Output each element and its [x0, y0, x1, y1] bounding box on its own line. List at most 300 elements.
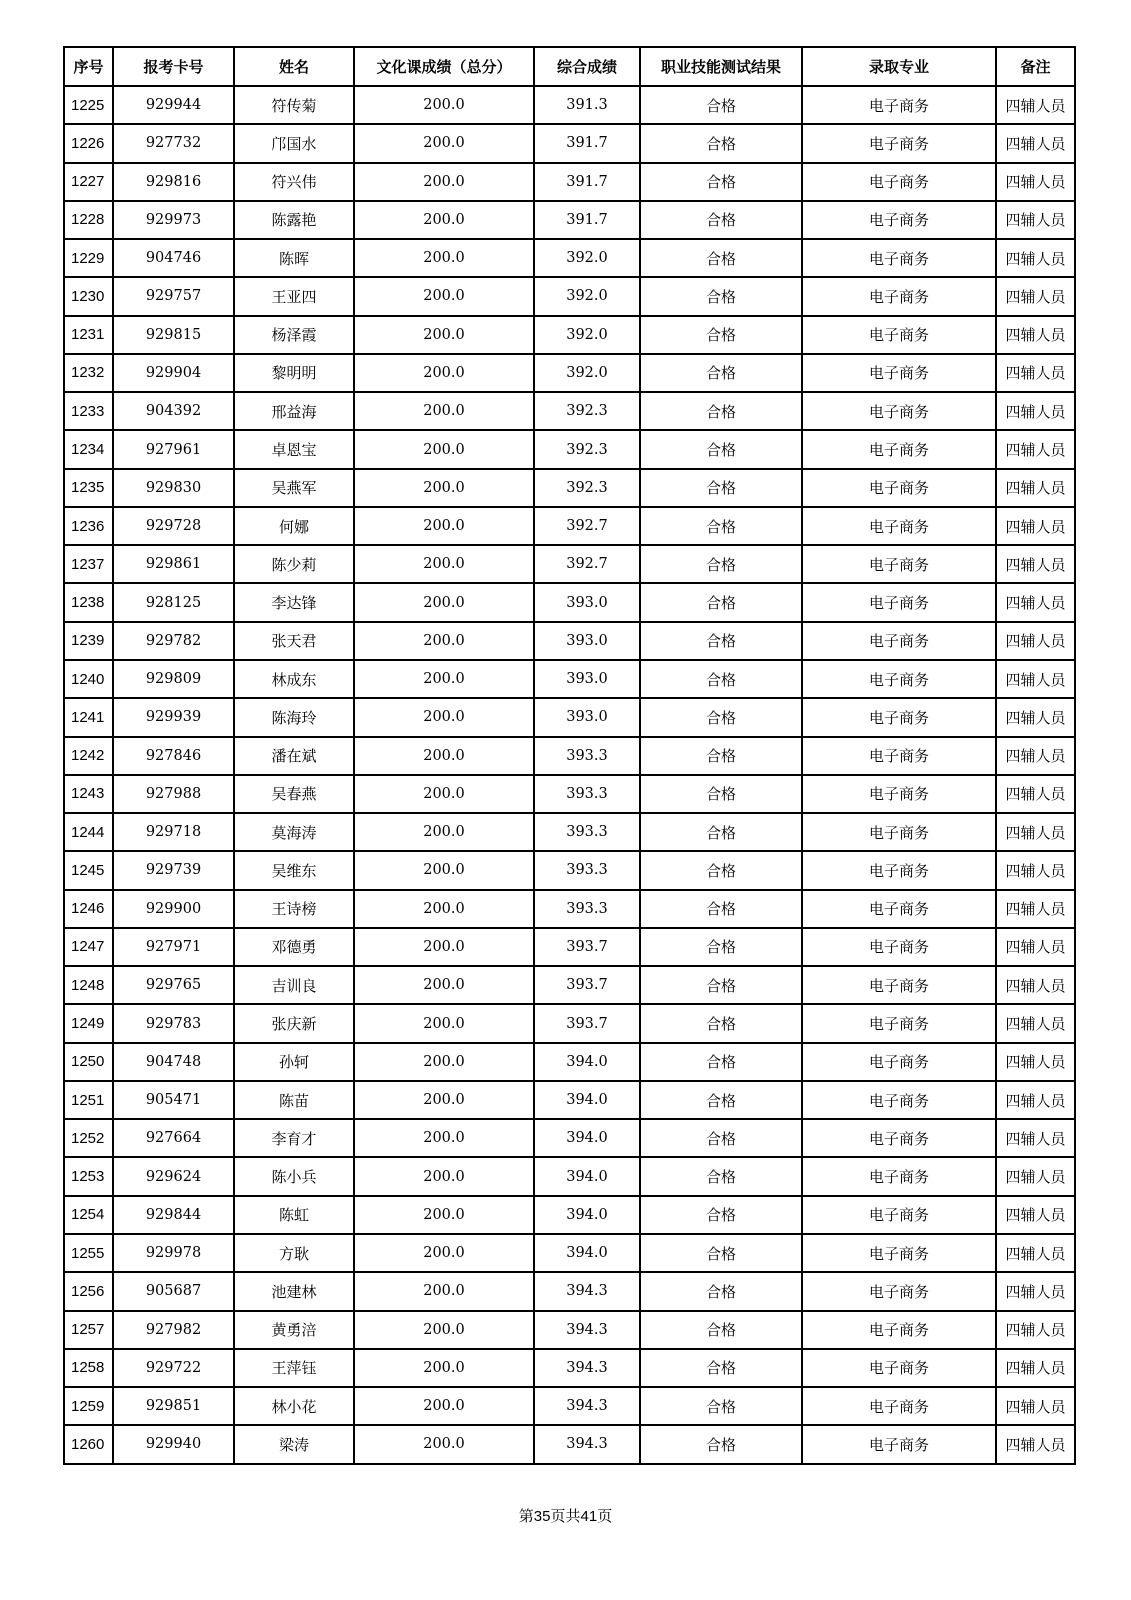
cell-seq: 1257 — [64, 1311, 113, 1349]
cell-total-score: 394.0 — [534, 1119, 640, 1157]
cell-culture-score: 200.0 — [354, 737, 534, 775]
cell-remark: 四辅人员 — [996, 1119, 1075, 1157]
cell-card-no: 929973 — [113, 201, 234, 239]
cell-seq: 1237 — [64, 545, 113, 583]
table-row — [64, 583, 1075, 621]
cell-total-score: 393.7 — [534, 966, 640, 1004]
table-row — [64, 1311, 1075, 1349]
cell-skill-test: 合格 — [640, 1043, 802, 1081]
cell-skill-test: 合格 — [640, 507, 802, 545]
table-row — [64, 928, 1075, 966]
cell-major: 电子商务 — [802, 737, 996, 775]
footer-prefix: 第 — [518, 1507, 534, 1525]
header-seq: 序号 — [64, 47, 113, 86]
cell-seq: 1250 — [64, 1043, 113, 1081]
cell-seq: 1249 — [64, 1004, 113, 1042]
cell-major: 电子商务 — [802, 1234, 996, 1272]
cell-card-no: 929861 — [113, 545, 234, 583]
cell-culture-score: 200.0 — [354, 966, 534, 1004]
cell-total-score: 392.0 — [534, 316, 640, 354]
cell-remark: 四辅人员 — [996, 851, 1075, 889]
cell-culture-score: 200.0 — [354, 354, 534, 392]
cell-total-score: 393.0 — [534, 660, 640, 698]
cell-name: 李育才 — [234, 1119, 354, 1157]
cell-culture-score: 200.0 — [354, 163, 534, 201]
cell-major: 电子商务 — [802, 354, 996, 392]
cell-seq: 1239 — [64, 622, 113, 660]
cell-culture-score: 200.0 — [354, 1081, 534, 1119]
cell-total-score: 394.3 — [534, 1311, 640, 1349]
header-name: 姓名 — [234, 47, 354, 86]
cell-culture-score: 200.0 — [354, 1119, 534, 1157]
cell-seq: 1235 — [64, 469, 113, 507]
cell-remark: 四辅人员 — [996, 277, 1075, 315]
cell-remark: 四辅人员 — [996, 698, 1075, 736]
cell-name: 池建林 — [234, 1272, 354, 1310]
cell-seq: 1251 — [64, 1081, 113, 1119]
cell-name: 莫海涛 — [234, 813, 354, 851]
table-row — [64, 1081, 1075, 1119]
cell-seq: 1255 — [64, 1234, 113, 1272]
table-row — [64, 1119, 1075, 1157]
cell-card-no: 905687 — [113, 1272, 234, 1310]
cell-total-score: 394.3 — [534, 1425, 640, 1463]
table-row — [64, 698, 1075, 736]
cell-remark: 四辅人员 — [996, 545, 1075, 583]
cell-total-score: 392.3 — [534, 469, 640, 507]
cell-total-score: 393.3 — [534, 813, 640, 851]
cell-remark: 四辅人员 — [996, 469, 1075, 507]
cell-card-no: 929722 — [113, 1349, 234, 1387]
cell-card-no: 929718 — [113, 813, 234, 851]
cell-total-score: 394.3 — [534, 1272, 640, 1310]
cell-card-no: 905471 — [113, 1081, 234, 1119]
cell-major: 电子商务 — [802, 775, 996, 813]
cell-total-score: 394.0 — [534, 1196, 640, 1234]
header-skill-test: 职业技能测试结果 — [640, 47, 802, 86]
cell-major: 电子商务 — [802, 928, 996, 966]
cell-skill-test: 合格 — [640, 583, 802, 621]
footer-middle: 页共 — [550, 1507, 581, 1525]
cell-major: 电子商务 — [802, 1349, 996, 1387]
cell-total-score: 394.3 — [534, 1387, 640, 1425]
table-row — [64, 507, 1075, 545]
cell-major: 电子商务 — [802, 1425, 996, 1463]
cell-seq: 1242 — [64, 737, 113, 775]
cell-name: 林小花 — [234, 1387, 354, 1425]
cell-card-no: 929739 — [113, 851, 234, 889]
cell-name: 吴燕军 — [234, 469, 354, 507]
cell-remark: 四辅人员 — [996, 1349, 1075, 1387]
cell-skill-test: 合格 — [640, 1196, 802, 1234]
table-row — [64, 1272, 1075, 1310]
cell-remark: 四辅人员 — [996, 1272, 1075, 1310]
cell-card-no: 904392 — [113, 392, 234, 430]
cell-total-score: 393.3 — [534, 851, 640, 889]
cell-skill-test: 合格 — [640, 1157, 802, 1195]
table-row — [64, 660, 1075, 698]
table-row — [64, 622, 1075, 660]
cell-skill-test: 合格 — [640, 813, 802, 851]
footer-current-page: 35 — [533, 1508, 551, 1525]
cell-total-score: 392.0 — [534, 239, 640, 277]
cell-seq: 1243 — [64, 775, 113, 813]
cell-card-no: 927982 — [113, 1311, 234, 1349]
cell-total-score: 392.0 — [534, 277, 640, 315]
cell-major: 电子商务 — [802, 1157, 996, 1195]
cell-major: 电子商务 — [802, 660, 996, 698]
cell-seq: 1245 — [64, 851, 113, 889]
cell-major: 电子商务 — [802, 966, 996, 1004]
cell-remark: 四辅人员 — [996, 392, 1075, 430]
cell-major: 电子商务 — [802, 1004, 996, 1042]
cell-name: 王亚四 — [234, 277, 354, 315]
cell-skill-test: 合格 — [640, 124, 802, 162]
cell-culture-score: 200.0 — [354, 813, 534, 851]
cell-card-no: 929851 — [113, 1387, 234, 1425]
cell-skill-test: 合格 — [640, 86, 802, 124]
cell-seq: 1238 — [64, 583, 113, 621]
table-row — [64, 737, 1075, 775]
header-major: 录取专业 — [802, 47, 996, 86]
cell-culture-score: 200.0 — [354, 583, 534, 621]
cell-remark: 四辅人员 — [996, 1196, 1075, 1234]
cell-skill-test: 合格 — [640, 1311, 802, 1349]
cell-seq: 1244 — [64, 813, 113, 851]
cell-remark: 四辅人员 — [996, 239, 1075, 277]
cell-total-score: 392.7 — [534, 545, 640, 583]
cell-culture-score: 200.0 — [354, 124, 534, 162]
cell-seq: 1227 — [64, 163, 113, 201]
cell-name: 陈少莉 — [234, 545, 354, 583]
cell-name: 陈苗 — [234, 1081, 354, 1119]
table-row — [64, 775, 1075, 813]
cell-seq: 1228 — [64, 201, 113, 239]
cell-total-score: 393.7 — [534, 928, 640, 966]
cell-card-no: 929978 — [113, 1234, 234, 1272]
cell-name: 陈虹 — [234, 1196, 354, 1234]
table-row — [64, 201, 1075, 239]
cell-culture-score: 200.0 — [354, 622, 534, 660]
table-row — [64, 1387, 1075, 1425]
cell-total-score: 392.3 — [534, 430, 640, 468]
cell-major: 电子商务 — [802, 163, 996, 201]
cell-culture-score: 200.0 — [354, 890, 534, 928]
cell-remark: 四辅人员 — [996, 507, 1075, 545]
cell-seq: 1226 — [64, 124, 113, 162]
cell-skill-test: 合格 — [640, 1387, 802, 1425]
cell-culture-score: 200.0 — [354, 851, 534, 889]
cell-skill-test: 合格 — [640, 316, 802, 354]
table-row — [64, 354, 1075, 392]
cell-name: 陈晖 — [234, 239, 354, 277]
cell-skill-test: 合格 — [640, 1119, 802, 1157]
cell-culture-score: 200.0 — [354, 1004, 534, 1042]
header-card-no: 报考卡号 — [113, 47, 234, 86]
cell-culture-score: 200.0 — [354, 660, 534, 698]
cell-culture-score: 200.0 — [354, 469, 534, 507]
cell-total-score: 391.7 — [534, 201, 640, 239]
cell-seq: 1258 — [64, 1349, 113, 1387]
cell-culture-score: 200.0 — [354, 1157, 534, 1195]
cell-card-no: 929816 — [113, 163, 234, 201]
footer-total-pages: 41 — [580, 1508, 598, 1525]
cell-major: 电子商务 — [802, 813, 996, 851]
cell-major: 电子商务 — [802, 1311, 996, 1349]
cell-remark: 四辅人员 — [996, 201, 1075, 239]
cell-remark: 四辅人员 — [996, 1425, 1075, 1463]
cell-total-score: 391.7 — [534, 163, 640, 201]
cell-card-no: 904748 — [113, 1043, 234, 1081]
cell-name: 邢益海 — [234, 392, 354, 430]
cell-remark: 四辅人员 — [996, 928, 1075, 966]
cell-culture-score: 200.0 — [354, 316, 534, 354]
cell-skill-test: 合格 — [640, 1425, 802, 1463]
cell-seq: 1230 — [64, 277, 113, 315]
cell-major: 电子商务 — [802, 124, 996, 162]
cell-card-no: 929783 — [113, 1004, 234, 1042]
cell-skill-test: 合格 — [640, 890, 802, 928]
table-body — [64, 86, 1075, 1464]
table-row — [64, 890, 1075, 928]
cell-remark: 四辅人员 — [996, 775, 1075, 813]
cell-culture-score: 200.0 — [354, 201, 534, 239]
cell-card-no: 927971 — [113, 928, 234, 966]
cell-skill-test: 合格 — [640, 1349, 802, 1387]
table-row — [64, 469, 1075, 507]
cell-card-no: 929624 — [113, 1157, 234, 1195]
cell-skill-test: 合格 — [640, 392, 802, 430]
table-row — [64, 124, 1075, 162]
cell-major: 电子商务 — [802, 698, 996, 736]
cell-card-no: 927988 — [113, 775, 234, 813]
table-row — [64, 1349, 1075, 1387]
cell-major: 电子商务 — [802, 86, 996, 124]
cell-seq: 1256 — [64, 1272, 113, 1310]
cell-skill-test: 合格 — [640, 851, 802, 889]
cell-seq: 1241 — [64, 698, 113, 736]
cell-seq: 1240 — [64, 660, 113, 698]
cell-name: 卓恩宝 — [234, 430, 354, 468]
cell-card-no: 927664 — [113, 1119, 234, 1157]
cell-remark: 四辅人员 — [996, 354, 1075, 392]
cell-skill-test: 合格 — [640, 1234, 802, 1272]
cell-remark: 四辅人员 — [996, 813, 1075, 851]
cell-seq: 1236 — [64, 507, 113, 545]
cell-total-score: 393.3 — [534, 775, 640, 813]
cell-remark: 四辅人员 — [996, 1081, 1075, 1119]
cell-seq: 1248 — [64, 966, 113, 1004]
cell-culture-score: 200.0 — [354, 1387, 534, 1425]
cell-card-no: 929765 — [113, 966, 234, 1004]
cell-remark: 四辅人员 — [996, 966, 1075, 1004]
cell-total-score: 392.3 — [534, 392, 640, 430]
cell-card-no: 929809 — [113, 660, 234, 698]
cell-total-score: 393.7 — [534, 1004, 640, 1042]
cell-card-no: 929904 — [113, 354, 234, 392]
cell-name: 林成东 — [234, 660, 354, 698]
cell-name: 邓德勇 — [234, 928, 354, 966]
table-header-row — [64, 47, 1075, 86]
cell-major: 电子商务 — [802, 1387, 996, 1425]
cell-skill-test: 合格 — [640, 201, 802, 239]
cell-name: 陈海玲 — [234, 698, 354, 736]
cell-card-no: 929900 — [113, 890, 234, 928]
cell-culture-score: 200.0 — [354, 1425, 534, 1463]
cell-skill-test: 合格 — [640, 354, 802, 392]
footer-suffix: 页 — [597, 1507, 613, 1525]
cell-total-score: 392.7 — [534, 507, 640, 545]
cell-name: 梁涛 — [234, 1425, 354, 1463]
cell-culture-score: 200.0 — [354, 392, 534, 430]
cell-name: 吉训良 — [234, 966, 354, 1004]
cell-card-no: 927732 — [113, 124, 234, 162]
cell-total-score: 394.3 — [534, 1349, 640, 1387]
cell-card-no: 929944 — [113, 86, 234, 124]
cell-name: 杨泽霞 — [234, 316, 354, 354]
cell-card-no: 929815 — [113, 316, 234, 354]
cell-name: 方耿 — [234, 1234, 354, 1272]
admission-table — [63, 46, 1076, 1465]
cell-total-score: 391.7 — [534, 124, 640, 162]
cell-total-score: 392.0 — [534, 354, 640, 392]
cell-name: 李达锋 — [234, 583, 354, 621]
cell-seq: 1252 — [64, 1119, 113, 1157]
cell-card-no: 927846 — [113, 737, 234, 775]
cell-remark: 四辅人员 — [996, 583, 1075, 621]
cell-major: 电子商务 — [802, 851, 996, 889]
cell-remark: 四辅人员 — [996, 890, 1075, 928]
cell-culture-score: 200.0 — [354, 1196, 534, 1234]
cell-skill-test: 合格 — [640, 1081, 802, 1119]
table-row — [64, 1043, 1075, 1081]
cell-name: 张天君 — [234, 622, 354, 660]
cell-major: 电子商务 — [802, 277, 996, 315]
cell-major: 电子商务 — [802, 545, 996, 583]
cell-total-score: 391.3 — [534, 86, 640, 124]
cell-major: 电子商务 — [802, 1081, 996, 1119]
cell-remark: 四辅人员 — [996, 1311, 1075, 1349]
cell-total-score: 394.0 — [534, 1043, 640, 1081]
cell-total-score: 393.0 — [534, 698, 640, 736]
cell-card-no: 928125 — [113, 583, 234, 621]
cell-card-no: 929940 — [113, 1425, 234, 1463]
cell-skill-test: 合格 — [640, 660, 802, 698]
table-row — [64, 86, 1075, 124]
cell-culture-score: 200.0 — [354, 430, 534, 468]
cell-card-no: 904746 — [113, 239, 234, 277]
cell-skill-test: 合格 — [640, 1004, 802, 1042]
cell-culture-score: 200.0 — [354, 545, 534, 583]
cell-culture-score: 200.0 — [354, 698, 534, 736]
table-row — [64, 1196, 1075, 1234]
cell-remark: 四辅人员 — [996, 622, 1075, 660]
table-row — [64, 1157, 1075, 1195]
cell-total-score: 394.0 — [534, 1157, 640, 1195]
cell-card-no: 929939 — [113, 698, 234, 736]
cell-skill-test: 合格 — [640, 928, 802, 966]
cell-culture-score: 200.0 — [354, 1349, 534, 1387]
cell-remark: 四辅人员 — [996, 430, 1075, 468]
cell-major: 电子商务 — [802, 1196, 996, 1234]
cell-major: 电子商务 — [802, 890, 996, 928]
table-row — [64, 1425, 1075, 1463]
cell-seq: 1229 — [64, 239, 113, 277]
cell-culture-score: 200.0 — [354, 277, 534, 315]
cell-culture-score: 200.0 — [354, 1234, 534, 1272]
cell-culture-score: 200.0 — [354, 1043, 534, 1081]
cell-culture-score: 200.0 — [354, 1272, 534, 1310]
cell-skill-test: 合格 — [640, 966, 802, 1004]
cell-total-score: 394.0 — [534, 1234, 640, 1272]
cell-total-score: 394.0 — [534, 1081, 640, 1119]
table-row — [64, 545, 1075, 583]
header-remark: 备注 — [996, 47, 1075, 86]
cell-total-score: 393.0 — [534, 622, 640, 660]
cell-name: 吴维东 — [234, 851, 354, 889]
cell-remark: 四辅人员 — [996, 316, 1075, 354]
cell-name: 黎明明 — [234, 354, 354, 392]
cell-name: 吴春燕 — [234, 775, 354, 813]
table-row — [64, 163, 1075, 201]
table-row — [64, 239, 1075, 277]
cell-culture-score: 200.0 — [354, 239, 534, 277]
cell-card-no: 929782 — [113, 622, 234, 660]
cell-remark: 四辅人员 — [996, 1234, 1075, 1272]
table-row — [64, 1234, 1075, 1272]
cell-culture-score: 200.0 — [354, 775, 534, 813]
cell-major: 电子商务 — [802, 469, 996, 507]
cell-skill-test: 合格 — [640, 698, 802, 736]
cell-seq: 1247 — [64, 928, 113, 966]
cell-major: 电子商务 — [802, 1119, 996, 1157]
cell-major: 电子商务 — [802, 239, 996, 277]
cell-remark: 四辅人员 — [996, 1004, 1075, 1042]
cell-name: 潘在斌 — [234, 737, 354, 775]
cell-skill-test: 合格 — [640, 775, 802, 813]
table-row — [64, 316, 1075, 354]
cell-seq: 1233 — [64, 392, 113, 430]
cell-name: 邝国水 — [234, 124, 354, 162]
cell-total-score: 393.3 — [534, 890, 640, 928]
cell-name: 黄勇涪 — [234, 1311, 354, 1349]
cell-skill-test: 合格 — [640, 622, 802, 660]
cell-name: 孙轲 — [234, 1043, 354, 1081]
cell-seq: 1246 — [64, 890, 113, 928]
table-row — [64, 1004, 1075, 1042]
cell-seq: 1231 — [64, 316, 113, 354]
table-row — [64, 851, 1075, 889]
header-culture-score: 文化课成绩（总分） — [354, 47, 534, 86]
cell-culture-score: 200.0 — [354, 86, 534, 124]
cell-name: 陈露艳 — [234, 201, 354, 239]
cell-remark: 四辅人员 — [996, 1043, 1075, 1081]
cell-remark: 四辅人员 — [996, 737, 1075, 775]
cell-skill-test: 合格 — [640, 545, 802, 583]
cell-skill-test: 合格 — [640, 469, 802, 507]
cell-seq: 1253 — [64, 1157, 113, 1195]
cell-major: 电子商务 — [802, 1043, 996, 1081]
cell-skill-test: 合格 — [640, 430, 802, 468]
cell-card-no: 929757 — [113, 277, 234, 315]
cell-card-no: 929830 — [113, 469, 234, 507]
cell-name: 王萍钰 — [234, 1349, 354, 1387]
header-total-score: 综合成绩 — [534, 47, 640, 86]
cell-remark: 四辅人员 — [996, 1387, 1075, 1425]
admission-table-sheet — [63, 46, 1074, 1465]
cell-culture-score: 200.0 — [354, 928, 534, 966]
cell-seq: 1254 — [64, 1196, 113, 1234]
